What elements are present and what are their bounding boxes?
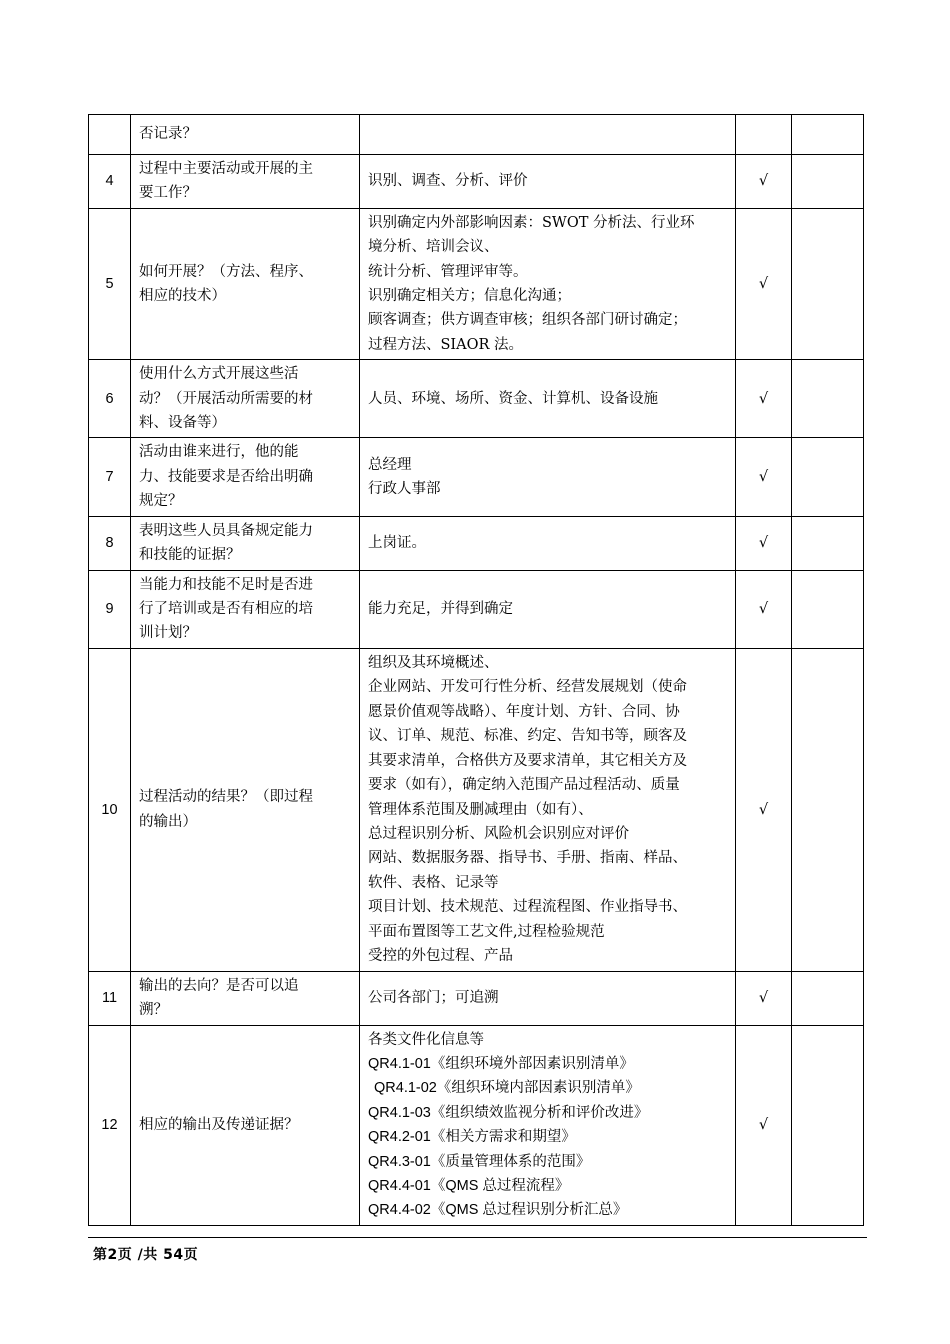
question-cell xyxy=(131,155,360,209)
answer-line: 过程方法、SIAOR 法。 xyxy=(368,336,524,353)
table-row xyxy=(89,155,864,209)
answer-line: QR4.1-01《组织环境外部因素识别清单》 xyxy=(368,1055,634,1072)
answer-line: 组织及其环境概述、 xyxy=(368,655,499,672)
check-mark-cell: √ xyxy=(736,516,792,570)
table-row xyxy=(89,115,864,155)
question-line: 要工作？ xyxy=(139,185,197,202)
question-cell xyxy=(131,360,360,438)
check-mark-cell: √ xyxy=(736,971,792,1025)
remarks-cell xyxy=(792,570,864,648)
answer-line: 上岗证。 xyxy=(368,534,426,551)
footer-divider xyxy=(88,1237,867,1238)
remarks-cell xyxy=(792,648,864,971)
page-footer: 第2页 /共 54页 xyxy=(93,1247,199,1263)
answer-cell xyxy=(360,971,736,1025)
answer-cell xyxy=(360,155,736,209)
answer-line: 顾客调查；供方调查审核；组织各部门研讨确定； xyxy=(368,312,687,329)
question-line: 和技能的证据？ xyxy=(139,547,241,564)
question-line: 活动由谁来进行，他的能 xyxy=(139,444,299,461)
answer-line: 识别、调查、分析、评价 xyxy=(368,173,528,190)
answer-line: 识别确定相关方；信息化沟通； xyxy=(368,288,571,305)
item-number: 5 xyxy=(89,208,131,359)
remarks-cell xyxy=(792,438,864,516)
item-number: 8 xyxy=(89,516,131,570)
answer-line: QR4.4-01《QMS 总过程流程》 xyxy=(368,1177,570,1194)
check-mark-cell: √ xyxy=(736,438,792,516)
answer-line: 愿景价值观等战略）、年度计划、方针、合同、协 xyxy=(368,703,680,720)
check-mark-cell: √ xyxy=(736,360,792,438)
item-number: 6 xyxy=(89,360,131,438)
question-cell xyxy=(131,971,360,1025)
question-line: 力、技能要求是否给出明确 xyxy=(139,468,313,485)
question-line: 过程中主要活动或开展的主 xyxy=(139,161,313,177)
table-row xyxy=(89,1025,864,1225)
question-line: 相应的技术） xyxy=(139,288,226,305)
table-row xyxy=(89,971,864,1025)
question-line: 训计划？ xyxy=(139,625,197,642)
question-line: 溯？ xyxy=(139,1002,168,1019)
answer-cell xyxy=(360,570,736,648)
answer-line: 企业网站、开发可行性分析、经营发展规划（使命 xyxy=(368,679,687,696)
answer-line: QR4.4-02《QMS 总过程识别分析汇总》 xyxy=(368,1202,628,1219)
item-number: 10 xyxy=(89,648,131,971)
table-row xyxy=(89,360,864,438)
check-mark-cell: √ xyxy=(736,648,792,971)
question-line: 过程活动的结果？（即过程 xyxy=(139,789,313,806)
table-body xyxy=(89,115,864,1226)
remarks-cell xyxy=(792,208,864,359)
answer-line: 统计分析、管理评审等。 xyxy=(368,263,528,280)
check-mark-cell: √ xyxy=(736,570,792,648)
answer-line: QR4.2-01《相关方需求和期望》 xyxy=(368,1129,576,1146)
item-number: 12 xyxy=(89,1025,131,1225)
remarks-cell xyxy=(792,155,864,209)
question-line: 使用什么方式开展这些活 xyxy=(139,366,299,383)
check-mark-cell: √ xyxy=(736,155,792,209)
item-number xyxy=(89,115,131,155)
table-row xyxy=(89,208,864,359)
answer-cell xyxy=(360,648,736,971)
question-line: 当能力和技能不足时是否进 xyxy=(139,576,313,593)
answer-cell xyxy=(360,438,736,516)
answer-line: 境分析、培训会议、 xyxy=(368,239,499,256)
answer-line: 平面布置图等工艺文件,过程检验规范 xyxy=(368,923,605,940)
remarks-cell xyxy=(792,360,864,438)
check-mark-cell xyxy=(736,115,792,155)
remarks-cell xyxy=(792,1025,864,1225)
question-line: 行了培训或是否有相应的培 xyxy=(139,600,313,617)
answer-line: 识别确定内外部影响因素：SWOT 分析法、行业环 xyxy=(368,214,695,231)
audit-checklist-table xyxy=(88,114,864,1226)
question-line: 否记录？ xyxy=(139,126,197,143)
question-cell xyxy=(131,1025,360,1225)
question-line: 输出的去向？是否可以追 xyxy=(139,977,299,994)
answer-line: 受控的外包过程、产品 xyxy=(368,947,513,964)
answer-cell xyxy=(360,208,736,359)
question-line: 规定？ xyxy=(139,493,183,510)
answer-line: 要求（如有），确定纳入范围产品过程活动、质量 xyxy=(368,777,680,794)
check-mark-cell: √ xyxy=(736,208,792,359)
item-number: 9 xyxy=(89,570,131,648)
question-cell xyxy=(131,438,360,516)
check-mark-cell: √ xyxy=(736,1025,792,1225)
answer-line: 软件、表格、记录等 xyxy=(368,874,499,891)
answer-line: 公司各部门；可追溯 xyxy=(368,989,499,1006)
table-row xyxy=(89,648,864,971)
answer-line: 能力充足，并得到确定 xyxy=(368,600,513,617)
question-line: 如何开展？（方法、程序、 xyxy=(139,263,313,280)
question-line: 的输出） xyxy=(139,813,197,830)
answer-line: 总经理 xyxy=(368,456,412,473)
table-row xyxy=(89,570,864,648)
remarks-cell xyxy=(792,516,864,570)
remarks-cell xyxy=(792,115,864,155)
answer-line: 其要求清单，合格供方及要求清单，其它相关方及 xyxy=(368,752,687,769)
table-row xyxy=(89,438,864,516)
question-cell xyxy=(131,208,360,359)
item-number: 7 xyxy=(89,438,131,516)
table-row xyxy=(89,516,864,570)
answer-line: QR4.1-02《组织环境内部因素识别清单》 xyxy=(374,1080,640,1097)
answer-cell xyxy=(360,115,736,155)
question-line: 料、设备等） xyxy=(139,415,226,432)
answer-line: 项目计划、技术规范、过程流程图、作业指导书、 xyxy=(368,899,687,916)
question-cell xyxy=(131,570,360,648)
answer-line: 各类文件化信息等 xyxy=(368,1031,484,1048)
answer-line: 人员、环境、场所、资金、计算机、设备设施 xyxy=(368,390,658,407)
question-line: 相应的输出及传递证据？ xyxy=(139,1116,299,1133)
answer-line: 议、订单、规范、标准、约定、告知书等，顾客及 xyxy=(368,728,687,745)
answer-line: QR4.3-01《质量管理体系的范围》 xyxy=(368,1153,591,1170)
answer-cell xyxy=(360,516,736,570)
question-line: 表明这些人员具备规定能力 xyxy=(139,522,313,539)
question-cell xyxy=(131,516,360,570)
item-number: 4 xyxy=(89,155,131,209)
answer-cell xyxy=(360,360,736,438)
remarks-cell xyxy=(792,971,864,1025)
answer-line: 行政人事部 xyxy=(368,481,441,498)
item-number: 11 xyxy=(89,971,131,1025)
answer-cell xyxy=(360,1025,736,1225)
question-line: 动？（开展活动所需要的材 xyxy=(139,390,313,407)
question-cell xyxy=(131,648,360,971)
question-cell xyxy=(131,115,360,155)
answer-line: 管理体系范围及删减理由（如有）、 xyxy=(368,801,593,818)
answer-line: QR4.1-03《组织绩效监视分析和评价改进》 xyxy=(368,1104,649,1121)
answer-line: 网站、数据服务器、指导书、手册、指南、样品、 xyxy=(368,850,687,867)
answer-line: 总过程识别分析、风险机会识别应对评价 xyxy=(368,825,629,842)
